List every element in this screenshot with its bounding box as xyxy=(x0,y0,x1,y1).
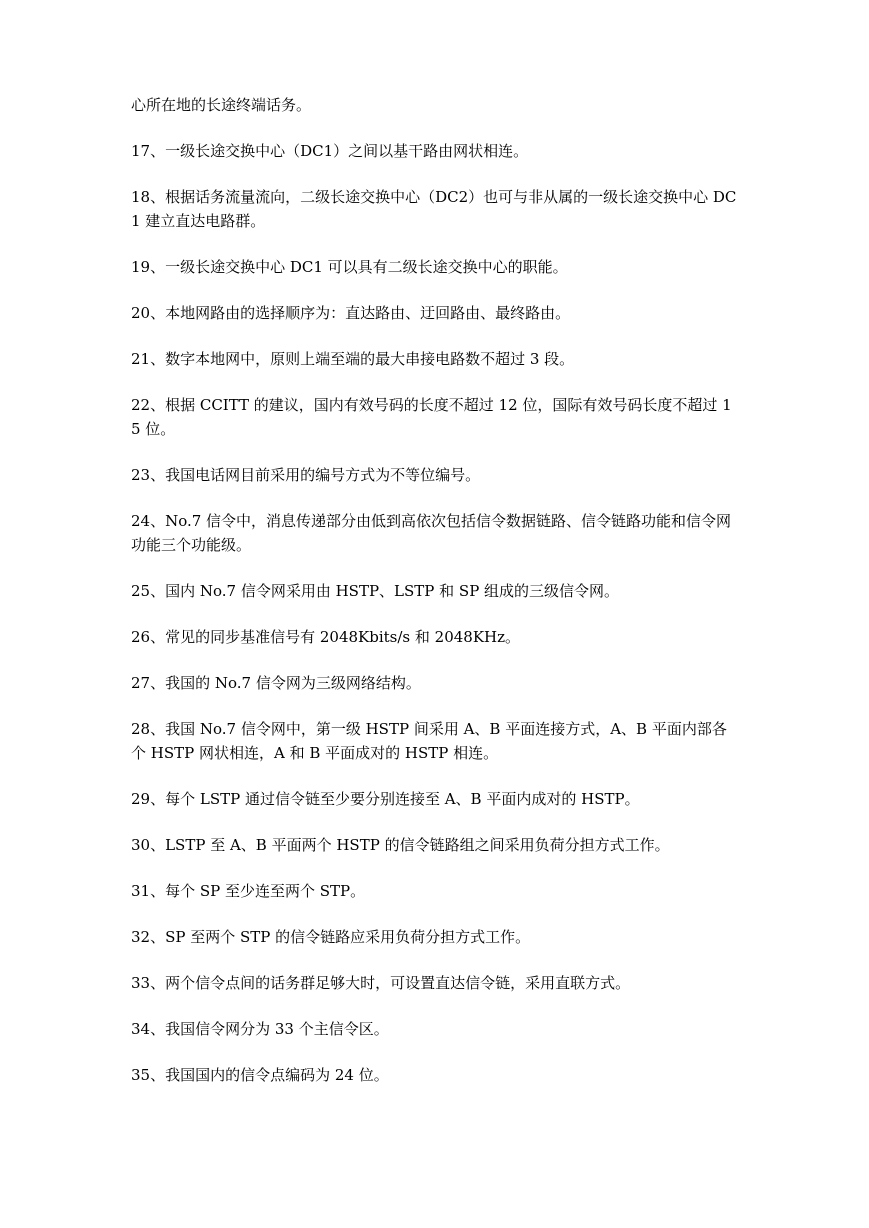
paragraph-34: 34、我国信令网分为 33 个主信令区。 xyxy=(131,1020,389,1038)
paragraph-32: 32、SP 至两个 STP 的信令链路应采用负荷分担方式工作。 xyxy=(131,928,531,946)
paragraph-21: 21、数字本地网中，原则上端至端的最大串接电路数不超过 3 段。 xyxy=(131,350,575,368)
paragraph-28: 28、我国 No.7 信令网中，第一级 HSTP 间采用 A、B 平面连接方式，A、B 平面内部各个 HSTP 网状相连，A 和 B 平面成对的 HSTP 相连。 xyxy=(131,720,727,762)
paragraph-30: 30、LSTP 至 A、B 平面两个 HSTP 的信令链路组之间采用负荷分担方式工作。 xyxy=(131,836,670,854)
paragraph-33: 33、两个信令点间的话务群足够大时，可设置直达信令链，采用直联方式。 xyxy=(131,974,631,992)
paragraph-17: 17、一级长途交换中心（DC1）之间以基干路由网状相连。 xyxy=(131,142,529,160)
paragraph-31: 31、每个 SP 至少连至两个 STP。 xyxy=(131,882,366,900)
paragraph-24: 24、No.7 信令中，消息传递部分由低到高依次包括信令数据链路、信令链路功能和信令网功能三个功能级。 xyxy=(131,512,732,554)
document-body xyxy=(131,93,741,1109)
paragraph-22: 22、根据 CCITT 的建议，国内有效号码的长度不超过 12 位，国际有效号码长度不超过 15 位。 xyxy=(131,396,732,438)
paragraph-19: 19、一级长途交换中心 DC1 可以具有二级长途交换中心的职能。 xyxy=(131,258,568,276)
paragraph-18: 18、根据话务流量流向，二级长途交换中心（DC2）也可与非从属的一级长途交换中心 DC1 建立直达电路群。 xyxy=(131,188,737,230)
paragraph-35: 35、我国国内的信令点编码为 24 位。 xyxy=(131,1066,389,1084)
paragraph-continuation: 心所在地的长途终端话务。 xyxy=(131,96,312,114)
paragraph-20: 20、本地网路由的选择顺序为：直达路由、迂回路由、最终路由。 xyxy=(131,304,571,322)
paragraph-26: 26、常见的同步基准信号有 2048Kbits/s 和 2048KHz。 xyxy=(131,628,521,646)
paragraph-23: 23、我国电话网目前采用的编号方式为不等位编号。 xyxy=(131,466,481,484)
paragraph-25: 25、国内 No.7 信令网采用由 HSTP、LSTP 和 SP 组成的三级信令网。 xyxy=(131,582,620,600)
paragraph-29: 29、每个 LSTP 通过信令链至少要分别连接至 A、B 平面内成对的 HSTP。 xyxy=(131,790,640,808)
paragraph-27: 27、我国的 No.7 信令网为三级网络结构。 xyxy=(131,674,421,692)
